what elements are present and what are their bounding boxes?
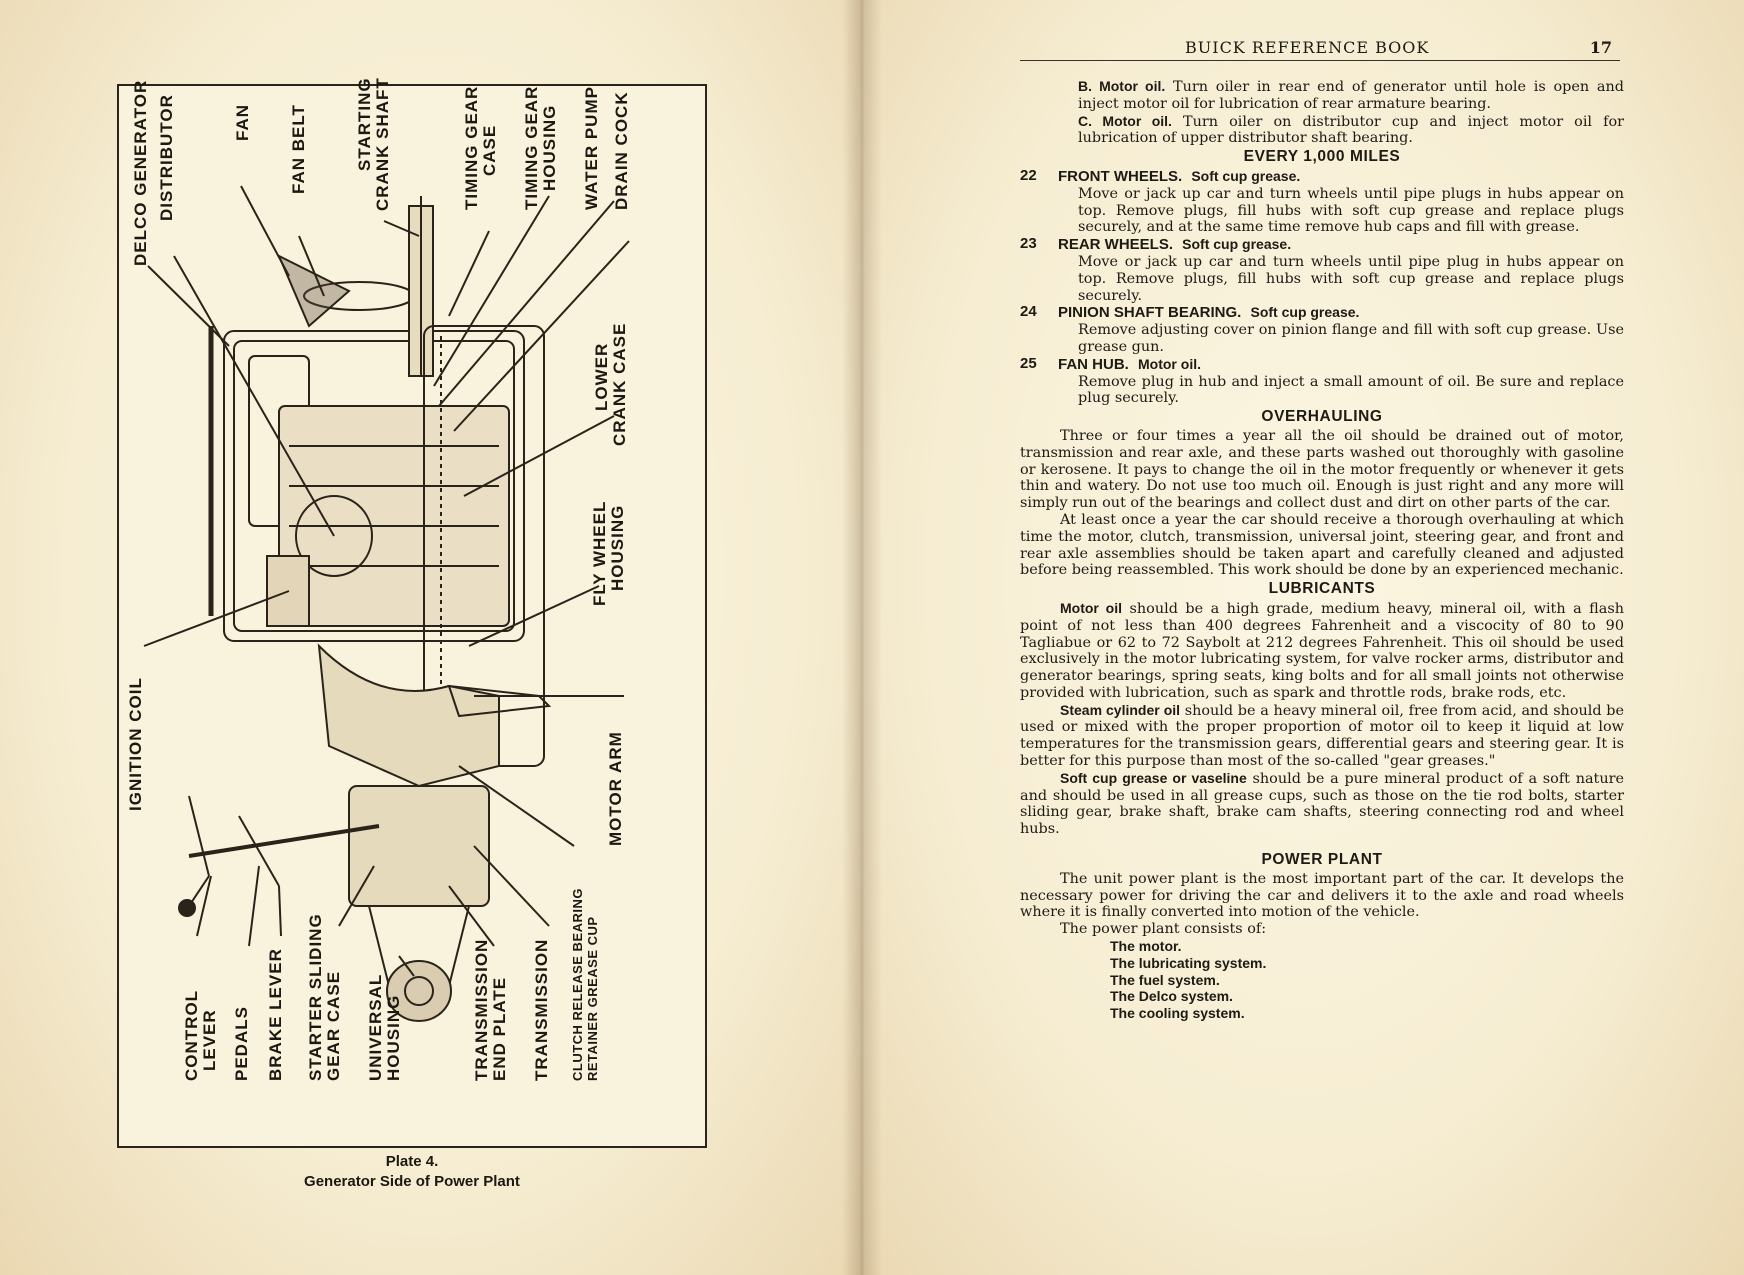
label-end-plate: END PLATE	[490, 976, 509, 1081]
label-timing-gear-housing-1: TIMING GEAR	[522, 85, 541, 210]
label-starter-sliding: STARTER SLIDING	[306, 913, 325, 1081]
label-transmission-end: TRANSMISSION	[472, 938, 491, 1081]
power-plant-illustration	[119, 86, 704, 1145]
list-item: The fuel system.	[1110, 971, 1220, 988]
heading-power-plant: POWER PLANT	[1261, 851, 1383, 869]
plate-number: Plate 4.	[385, 1153, 439, 1170]
running-head	[1020, 36, 1620, 61]
label-motor-arm: MOTOR ARM	[606, 731, 625, 846]
label-distributor: DISTRIBUTOR	[157, 94, 176, 221]
heading-overhauling: OVERHAULING	[1261, 408, 1383, 426]
label-water-pump: WATER PUMP	[582, 86, 601, 210]
label-delco-generator: DELCO GENERATOR	[131, 79, 150, 266]
label-brake-lever: BRAKE LEVER	[266, 948, 285, 1081]
list-item: 23 REAR WHEELS. Soft cup grease. Move or jack up car and turn wheels until pipe plug in hubs appear on top. Remove plugs, fill hubs with soft cup grease and replace plugs securely.	[1020, 235, 1624, 304]
list-item: 25 FAN HUB. Motor oil. Remove plug in hub and inject a small amount of oil. Be sure and replace plug securely.	[1020, 354, 1624, 407]
label-fan: FAN	[233, 104, 252, 141]
label-starting: STARTING	[355, 77, 374, 171]
list-item: The motor.	[1110, 938, 1182, 955]
label-control-lever: LEVER	[200, 1009, 219, 1071]
list-item: The lubricating system.	[1110, 954, 1267, 971]
plate-caption: Generator Side of Power Plant	[304, 1173, 520, 1190]
running-head-title: BUICK REFERENCE BOOK	[1185, 38, 1430, 57]
heading-lubricants: LUBRICANTS	[1268, 580, 1376, 598]
list-item: 22 FRONT WHEELS. Soft cup grease. Move or jack up car and turn wheels until pipe plugs in hubs appear on top. Remove plugs, fill hubs with soft cup grease and replace plugs securely, and at the same time remove hub caps and fill with grease.	[1020, 166, 1624, 236]
label-transmission: TRANSMISSION	[532, 938, 551, 1081]
plate-frame	[117, 77, 707, 1148]
label-fly-wheel: FLY WHEEL	[590, 500, 609, 606]
label-timing-gear-housing-2: HOUSING	[540, 104, 559, 191]
label-control: CONTROL	[182, 989, 201, 1081]
overhauling-paragraph-2: At least once a year the car should receive a thorough overhauling at which time the motor, clutch, transmission, universal joint, steering gear, and front and rear axle assemblies should be taken apart and carefully cleaned and adjusted before being reassembled. This work should be done by an experienced mechanic.	[1020, 511, 1624, 579]
heading-every-1000-miles: EVERY 1,000 MILES	[1243, 148, 1401, 166]
list-item: 24 PINION SHAFT BEARING. Soft cup grease. Remove adjusting cover on pinion flange and fill with soft cup grease. Use grease gun.	[1020, 303, 1624, 355]
label-ignition-coil: IGNITION COIL	[126, 677, 145, 811]
label-fly-wheel-housing: HOUSING	[608, 504, 627, 591]
label-drain-cock: DRAIN COCK	[612, 91, 631, 210]
list-item: The cooling system.	[1110, 1005, 1245, 1022]
label-gear-case: GEAR CASE	[324, 970, 343, 1081]
power-plant-paragraph: The unit power plant is the most important part of the car. It develops the necessary power for driving the car and delivers it to the axle and road wheels where it is finally converted into motion of the vehicle.	[1020, 870, 1624, 921]
power-plant-list	[1020, 938, 1624, 1022]
page-text	[1020, 78, 1624, 1022]
label-crank-case: CRANK CASE	[610, 322, 629, 446]
label-retainer-grease-cup: RETAINER GREASE CUP	[585, 916, 600, 1081]
lubricants-soft-cup-grease: Soft cup grease or vaseline should be a pure mineral product of a soft nature and should be used in all grease cups, such as those on the tie rod bolts, starter sliding gear, brake shaft, brake cam shafts, steering connecting rod and wheel hubs.	[1020, 769, 1624, 838]
label-pedals: PEDALS	[232, 1006, 251, 1081]
left-page	[0, 0, 862, 1275]
label-lower: LOWER	[592, 342, 611, 411]
page-number: 17	[1589, 38, 1612, 57]
item-c: C. Motor oil. Turn oiler on distributor cup and inject motor oil for lubrication of upper distributor shaft bearing.	[1078, 112, 1624, 147]
label-clutch-release-bearing: CLUTCH RELEASE BEARING	[570, 887, 585, 1081]
label-fan-belt: FAN BELT	[289, 104, 308, 194]
item-b: B. Motor oil. Turn oiler in rear end of generator until hole is open and inject motor oil for lubrication of rear armature bearing.	[1078, 78, 1624, 112]
overhauling-paragraph-1: Three or four times a year all the oil should be drained out of motor, transmission and rear axle, and these parts washed out thoroughly with gasoline or kerosene. It pays to change the oil in the motor frequently or whenever it gets thin and watery. Do not use too much oil. Enough is just right and any more will simply run out of the bearings and collect dust and dirt on other parts of the car.	[1020, 427, 1624, 512]
power-plant-consists: The power plant consists of:	[1060, 921, 1267, 938]
label-timing-gear-case-1: TIMING GEAR	[462, 85, 481, 210]
label-universal-housing: HOUSING	[384, 994, 403, 1081]
label-crank-shaft: CRANK SHAFT	[373, 77, 392, 211]
list-item: The Delco system.	[1110, 988, 1233, 1005]
lubricants-motor-oil: Motor oil should be a high grade, medium heavy, mineral oil, with a flash point of not less than 400 degrees Fahrenheit and a viscocity of 80 to 90 Tagliabue or 62 to 72 Saybolt at 212 degrees Fahrenheit. This oil should be used exclusively in the motor lubricating system, for valve rocker arms, distributor and generator bearings, spring seats, king bolts and for all small joints not otherwise provided with lubrication, such as spark and throttle rods, brake rods, etc.	[1020, 599, 1624, 701]
label-timing-gear-case-2: CASE	[480, 124, 499, 176]
label-universal: UNIVERSAL	[366, 973, 385, 1081]
lubricants-steam-cylinder-oil: Steam cylinder oil should be a heavy mineral oil, free from acid, and should be used or mixed with the proper proportion of motor oil to keep it liquid at low temperatures for the transmission gears, differential gears and steering gear. It is better for this purpose than most of the so-called "gear greases."	[1020, 701, 1624, 770]
